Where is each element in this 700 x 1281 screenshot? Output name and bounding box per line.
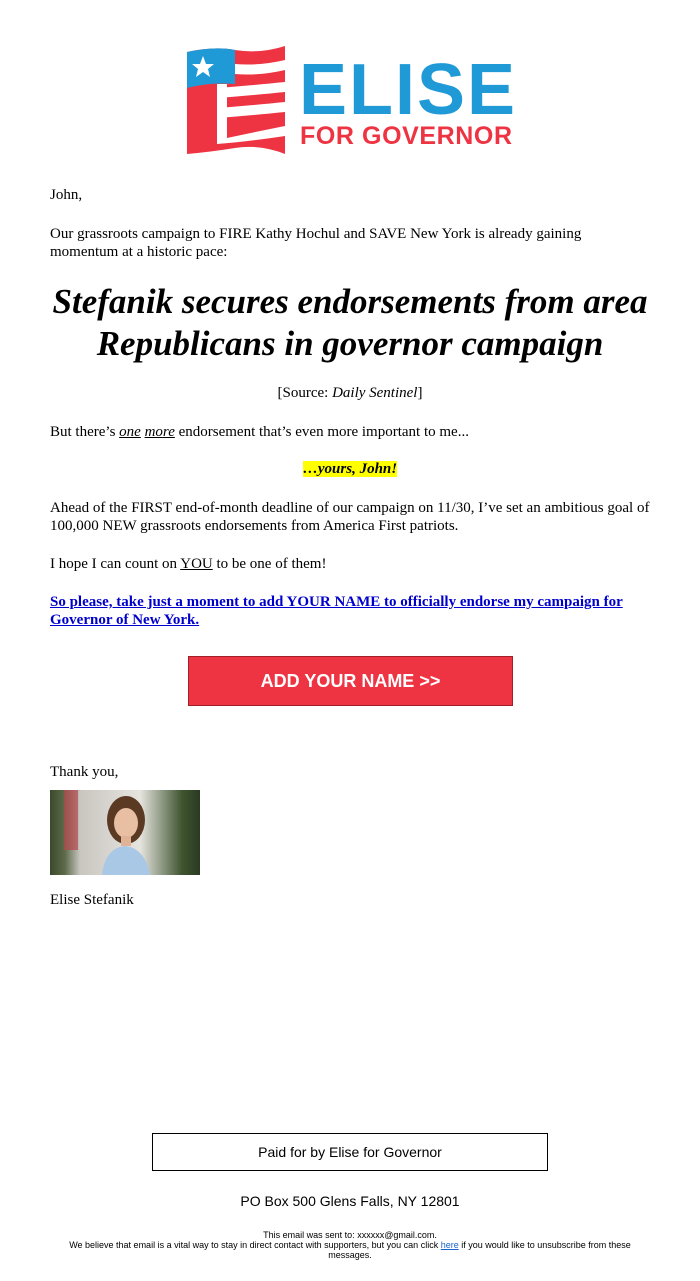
emphasis-one: one bbox=[119, 424, 141, 440]
source-line bbox=[50, 384, 650, 402]
signature-name: Elise Stefanik bbox=[50, 892, 134, 908]
unsubscribe-notice bbox=[50, 1230, 650, 1260]
goal-paragraph: Ahead of the FIRST end-of-month deadline of our campaign on 11/30, I’ve set an ambitious goal of 100,000 NEW grassroots endorsements from America First patriots. bbox=[50, 500, 650, 534]
cta-paragraph bbox=[50, 593, 650, 629]
text: endorsement that’s even more important to me... bbox=[174, 424, 469, 440]
highlight-line bbox=[50, 460, 650, 478]
add-your-name-button[interactable]: ADD YOUR NAME >> bbox=[188, 656, 513, 706]
text: But there’s bbox=[50, 424, 120, 440]
endorsement-paragraph bbox=[50, 423, 650, 441]
logo-tagline: FOR GOVERNOR bbox=[300, 122, 512, 150]
intro-paragraph: Our grassroots campaign to FIRE Kathy Hochul and SAVE New York is already gaining momentum at a historic pace: bbox=[50, 226, 582, 260]
signoff: Thank you, bbox=[50, 764, 119, 780]
unsubscribe-text bbox=[50, 1240, 650, 1260]
source-suffix: ] bbox=[417, 385, 423, 401]
source-name: Daily Sentinel bbox=[332, 385, 418, 401]
logo-name: ELISE bbox=[299, 50, 515, 130]
paid-for-disclaimer: Paid for by Elise for Governor bbox=[152, 1133, 548, 1171]
text: if you would like to unsubscribe from these messages. bbox=[328, 1240, 631, 1260]
elise-for-governor-logo bbox=[185, 44, 517, 156]
mailing-address: PO Box 500 Glens Falls, NY 12801 bbox=[240, 1193, 460, 1209]
emphasis-more: more bbox=[144, 424, 175, 440]
greeting: John, bbox=[50, 187, 83, 203]
sent-to: This email was sent to: xxxxxx@gmail.com. bbox=[263, 1230, 437, 1240]
endorse-link[interactable]: So please, take just a moment to add YOUR NAME to officially endorse my campaign for Governor of New York. bbox=[50, 594, 623, 628]
text: I hope I can count on bbox=[50, 556, 181, 572]
text: We believe that email is a vital way to stay in direct contact with supporters, but you can click bbox=[69, 1240, 441, 1250]
unsubscribe-link[interactable]: here bbox=[440, 1240, 459, 1250]
headline: Stefanik secures endorsements from area Republicans in governor campaign bbox=[52, 282, 648, 363]
highlighted-text: …yours, John! bbox=[302, 461, 398, 477]
flag-e-icon bbox=[187, 46, 285, 154]
text: to be one of them! bbox=[212, 556, 327, 572]
emphasis-you: YOU bbox=[180, 556, 213, 572]
count-on-you-paragraph bbox=[50, 555, 650, 573]
elise-stefanik-photo bbox=[50, 790, 200, 875]
source-prefix: [Source: bbox=[277, 385, 333, 401]
